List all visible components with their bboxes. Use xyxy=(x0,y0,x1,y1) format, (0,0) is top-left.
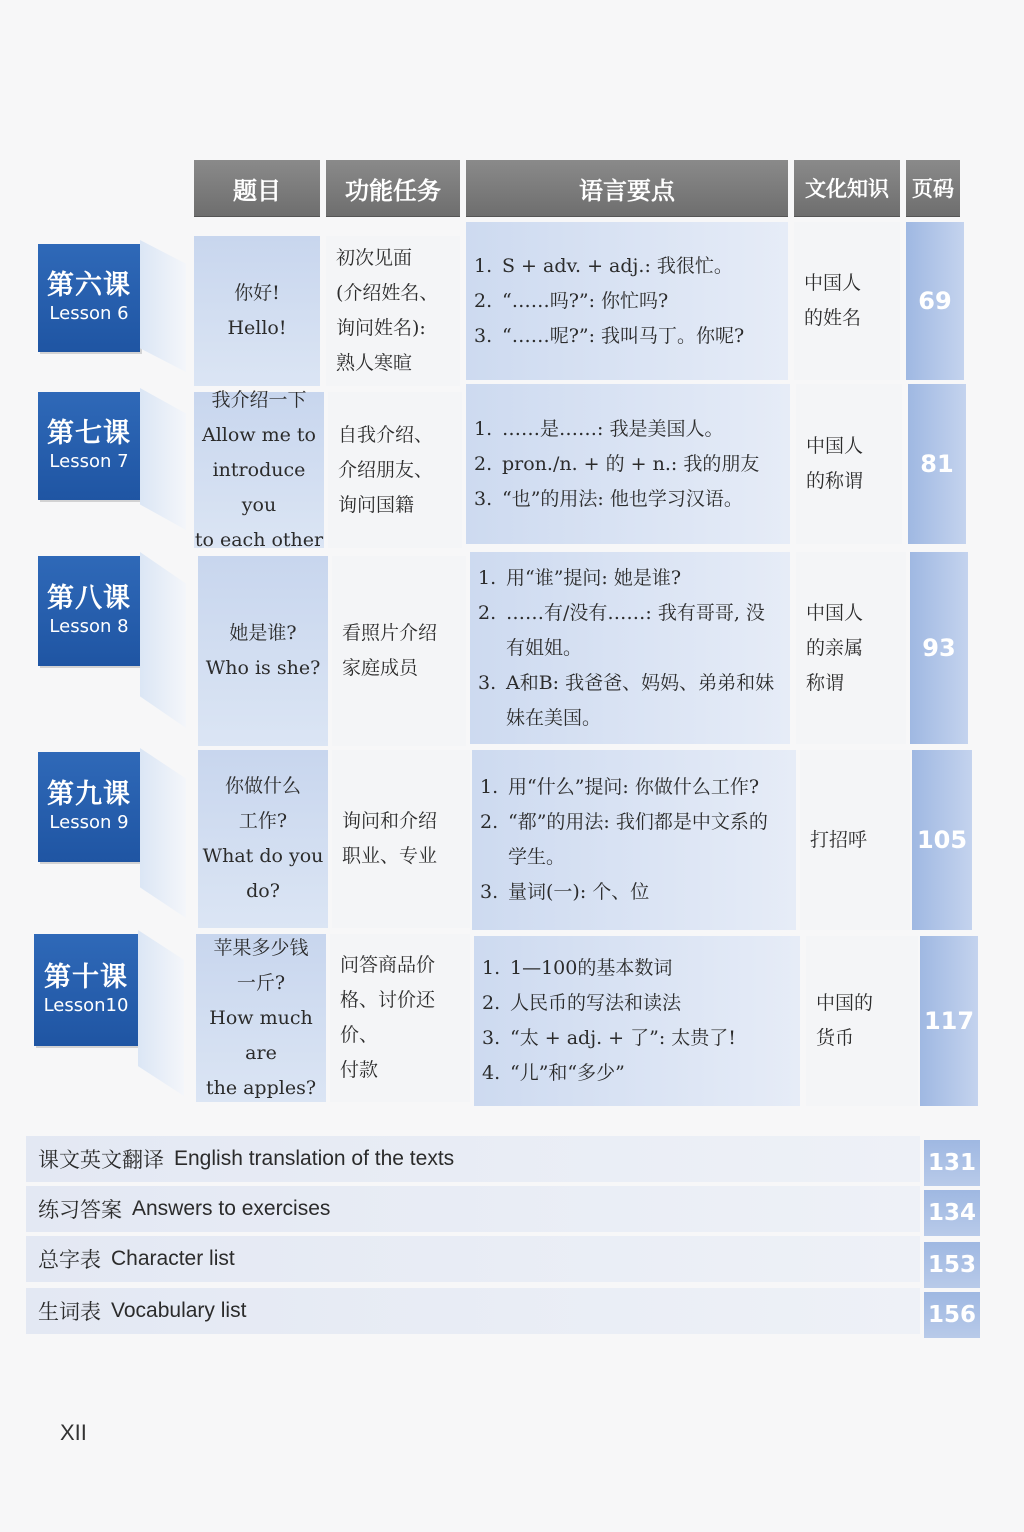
lesson-number-en: Lesson 6 xyxy=(49,303,129,324)
function-line: 询问姓名): xyxy=(336,317,426,339)
lesson-function xyxy=(330,934,470,1102)
function-line: 询问和介绍 xyxy=(342,810,438,832)
title-cn: 我介绍一下 xyxy=(211,388,307,411)
appendix-item[interactable] xyxy=(26,1136,920,1182)
page-number: XII xyxy=(60,1420,87,1445)
lesson-tab[interactable] xyxy=(34,934,138,1046)
header-culture: 文化知识 xyxy=(794,160,900,216)
list-item xyxy=(480,875,786,910)
appendix-title-cn: 生词表 xyxy=(38,1300,101,1324)
list-item xyxy=(474,284,778,319)
item-text: “也”的用法: 他也学习汉语。 xyxy=(502,487,743,510)
item-text: “……吗?”: 你忙吗? xyxy=(502,289,669,312)
item-text: 用“什么”提问: 你做什么工作? xyxy=(508,776,760,798)
list-item xyxy=(474,412,780,447)
lesson-number-en: Lesson 7 xyxy=(49,451,129,472)
title-cn: 她是谁? xyxy=(229,622,297,644)
language-points xyxy=(472,750,796,930)
item-number: 1. xyxy=(474,417,493,440)
appendix-title-en: Character list xyxy=(111,1247,235,1270)
lesson-tab[interactable] xyxy=(38,244,140,352)
item-text: ……有/没有……: 我有哥哥, 没有姐姐。 xyxy=(506,601,765,659)
lesson-function xyxy=(328,392,462,548)
lesson-number-en: Lesson 8 xyxy=(49,616,129,637)
function-line: 询问国籍 xyxy=(338,493,415,516)
item-number: 3. xyxy=(474,324,493,347)
list-item xyxy=(478,666,780,736)
page-number-link[interactable]: 93 xyxy=(910,552,968,744)
language-points xyxy=(466,384,790,544)
item-number: 3. xyxy=(482,1027,501,1049)
title-en: Who is she? xyxy=(205,657,321,679)
function-line: 问答商品价 xyxy=(340,954,436,976)
lesson-function xyxy=(332,750,470,928)
appendix-title-cn: 总字表 xyxy=(38,1248,101,1272)
lesson-tab[interactable] xyxy=(38,392,140,500)
tab-wedge xyxy=(140,748,186,918)
function-line: 熟人寒暄 xyxy=(336,352,413,374)
function-line: 自我介绍、 xyxy=(338,423,434,446)
lesson-number-cn: 第八课 xyxy=(47,583,131,614)
list-item xyxy=(478,596,780,666)
appendix-title-en: Vocabulary list xyxy=(111,1299,247,1322)
appendix-title-cn: 练习答案 xyxy=(38,1198,122,1222)
list-item xyxy=(474,447,780,482)
function-line: 职业、专业 xyxy=(342,845,438,867)
item-number: 1. xyxy=(478,566,497,589)
lesson-number-cn: 第九课 xyxy=(47,779,131,810)
language-points xyxy=(474,936,800,1106)
header-page: 页码 xyxy=(906,160,960,216)
title-cn: 苹果多少钱 xyxy=(213,936,309,959)
item-number: 2. xyxy=(480,811,499,833)
lesson-function xyxy=(326,236,460,386)
item-text: A和B: 我爸爸、妈妈、弟弟和妹妹在美国。 xyxy=(506,671,775,729)
culture-line: 的称谓 xyxy=(806,470,864,492)
lesson-tab[interactable] xyxy=(38,752,140,862)
title-en: What do you xyxy=(202,845,324,867)
culture-line: 中国人 xyxy=(804,272,862,294)
title-en: Hello! xyxy=(227,317,287,339)
item-number: 1. xyxy=(474,254,493,277)
item-number: 2. xyxy=(482,992,501,1014)
function-line: 介绍朋友、 xyxy=(338,458,434,481)
title-en: How much are xyxy=(209,1006,313,1064)
function-line: 初次见面 xyxy=(336,247,413,269)
list-item xyxy=(480,770,786,805)
header-function: 功能任务 xyxy=(326,160,460,216)
appendix-item[interactable] xyxy=(26,1236,920,1282)
lesson-number-en: Lesson10 xyxy=(43,995,129,1016)
lesson-title xyxy=(196,934,326,1102)
item-text: “儿”和“多少” xyxy=(510,1062,625,1084)
culture-note xyxy=(796,552,906,744)
lesson-number-cn: 第六课 xyxy=(47,270,131,301)
function-line: 格、讨价还价、 xyxy=(340,989,436,1046)
tab-wedge xyxy=(138,930,184,1096)
appendix-title-cn: 课文英文翻译 xyxy=(38,1148,164,1172)
function-line: (介绍姓名、 xyxy=(336,282,439,304)
lesson-title xyxy=(198,556,328,746)
culture-line: 货币 xyxy=(816,1027,855,1049)
title-en: to each other xyxy=(194,528,324,551)
item-text: S + adv. + adj.: 我很忙。 xyxy=(502,254,733,277)
item-number: 4. xyxy=(482,1062,501,1084)
lesson-number-cn: 第十课 xyxy=(44,962,128,993)
lesson-title xyxy=(194,236,320,386)
title-cn: 工作? xyxy=(238,810,288,832)
appendix-title-en: Answers to exercises xyxy=(132,1197,331,1220)
item-text: 人民币的写法和读法 xyxy=(510,992,682,1014)
appendix-item[interactable] xyxy=(26,1288,920,1334)
list-item xyxy=(478,561,780,596)
culture-line: 打招呼 xyxy=(810,828,868,851)
list-item xyxy=(474,319,778,354)
appendix-page-link[interactable]: 153 xyxy=(924,1242,980,1288)
language-points xyxy=(470,552,790,744)
appendix-item[interactable] xyxy=(26,1186,920,1232)
tab-wedge xyxy=(140,388,186,530)
item-text: 1—100的基本数词 xyxy=(510,957,673,979)
page-number-link[interactable]: 105 xyxy=(912,750,972,930)
page-number-link[interactable]: 117 xyxy=(920,936,978,1106)
culture-note xyxy=(794,222,900,380)
culture-line: 中国人 xyxy=(806,601,864,624)
title-cn: 你做什么 xyxy=(224,775,301,797)
item-number: 3. xyxy=(474,487,493,510)
list-item xyxy=(480,805,786,875)
item-text: pron./n. + 的 + n.: 我的朋友 xyxy=(502,452,760,475)
list-item xyxy=(482,1021,790,1056)
item-text: “都”的用法: 我们都是中文系的学生。 xyxy=(508,811,768,868)
list-item xyxy=(474,249,778,284)
header-title: 题目 xyxy=(194,160,320,216)
title-en: the apples? xyxy=(205,1076,317,1099)
function-line: 看照片介绍 xyxy=(342,622,438,644)
appendix-page-link[interactable]: 156 xyxy=(924,1292,980,1338)
item-number: 3. xyxy=(478,671,497,694)
list-item xyxy=(474,482,780,517)
list-item xyxy=(482,1056,790,1091)
lesson-title xyxy=(198,750,328,928)
tab-wedge xyxy=(140,240,186,372)
lesson-number-cn: 第七课 xyxy=(47,418,131,449)
list-item xyxy=(482,986,790,1021)
item-text: “……呢?”: 我叫马丁。你呢? xyxy=(502,324,745,347)
item-number: 3. xyxy=(480,881,499,903)
item-number: 1. xyxy=(480,776,499,798)
title-en: do? xyxy=(246,880,280,902)
culture-line: 的姓名 xyxy=(804,307,862,329)
culture-line: 称谓 xyxy=(806,671,845,694)
language-points xyxy=(466,222,788,380)
culture-note xyxy=(806,936,918,1106)
culture-line: 的亲属 xyxy=(806,636,864,659)
function-line: 家庭成员 xyxy=(342,657,419,679)
item-number: 2. xyxy=(474,452,493,475)
item-text: 用“谁”提问: 她是谁? xyxy=(506,566,682,589)
lesson-tab[interactable] xyxy=(38,556,140,666)
culture-note xyxy=(796,384,902,544)
title-en: introduce you xyxy=(212,458,306,516)
title-cn: 你好! xyxy=(234,282,280,304)
appendix-title-en: English translation of the texts xyxy=(174,1147,455,1170)
lesson-function xyxy=(332,556,466,746)
page-number-link[interactable]: 81 xyxy=(908,384,966,544)
title-en: Allow me to xyxy=(202,423,316,446)
culture-line: 中国的 xyxy=(816,992,874,1014)
appendix-page-link[interactable]: 131 xyxy=(924,1140,980,1186)
appendix-page-link[interactable]: 134 xyxy=(924,1190,980,1236)
item-text: 量词(一): 个、位 xyxy=(508,881,650,903)
item-number: 2. xyxy=(474,289,493,312)
culture-note xyxy=(800,750,910,930)
function-line: 付款 xyxy=(340,1059,379,1081)
item-number: 1. xyxy=(482,957,501,979)
header-language-points: 语言要点 xyxy=(466,160,788,216)
culture-line: 中国人 xyxy=(806,435,864,457)
lesson-title xyxy=(194,388,324,551)
list-item xyxy=(482,951,790,986)
item-text: ……是……: 我是美国人。 xyxy=(502,417,724,440)
title-cn: 一斤? xyxy=(236,971,286,994)
tab-wedge xyxy=(140,552,186,728)
item-text: “太 + adj. + 了”: 太贵了! xyxy=(510,1027,736,1049)
lesson-number-en: Lesson 9 xyxy=(49,812,129,833)
item-number: 2. xyxy=(478,601,497,624)
page-number-link[interactable]: 69 xyxy=(906,222,964,380)
